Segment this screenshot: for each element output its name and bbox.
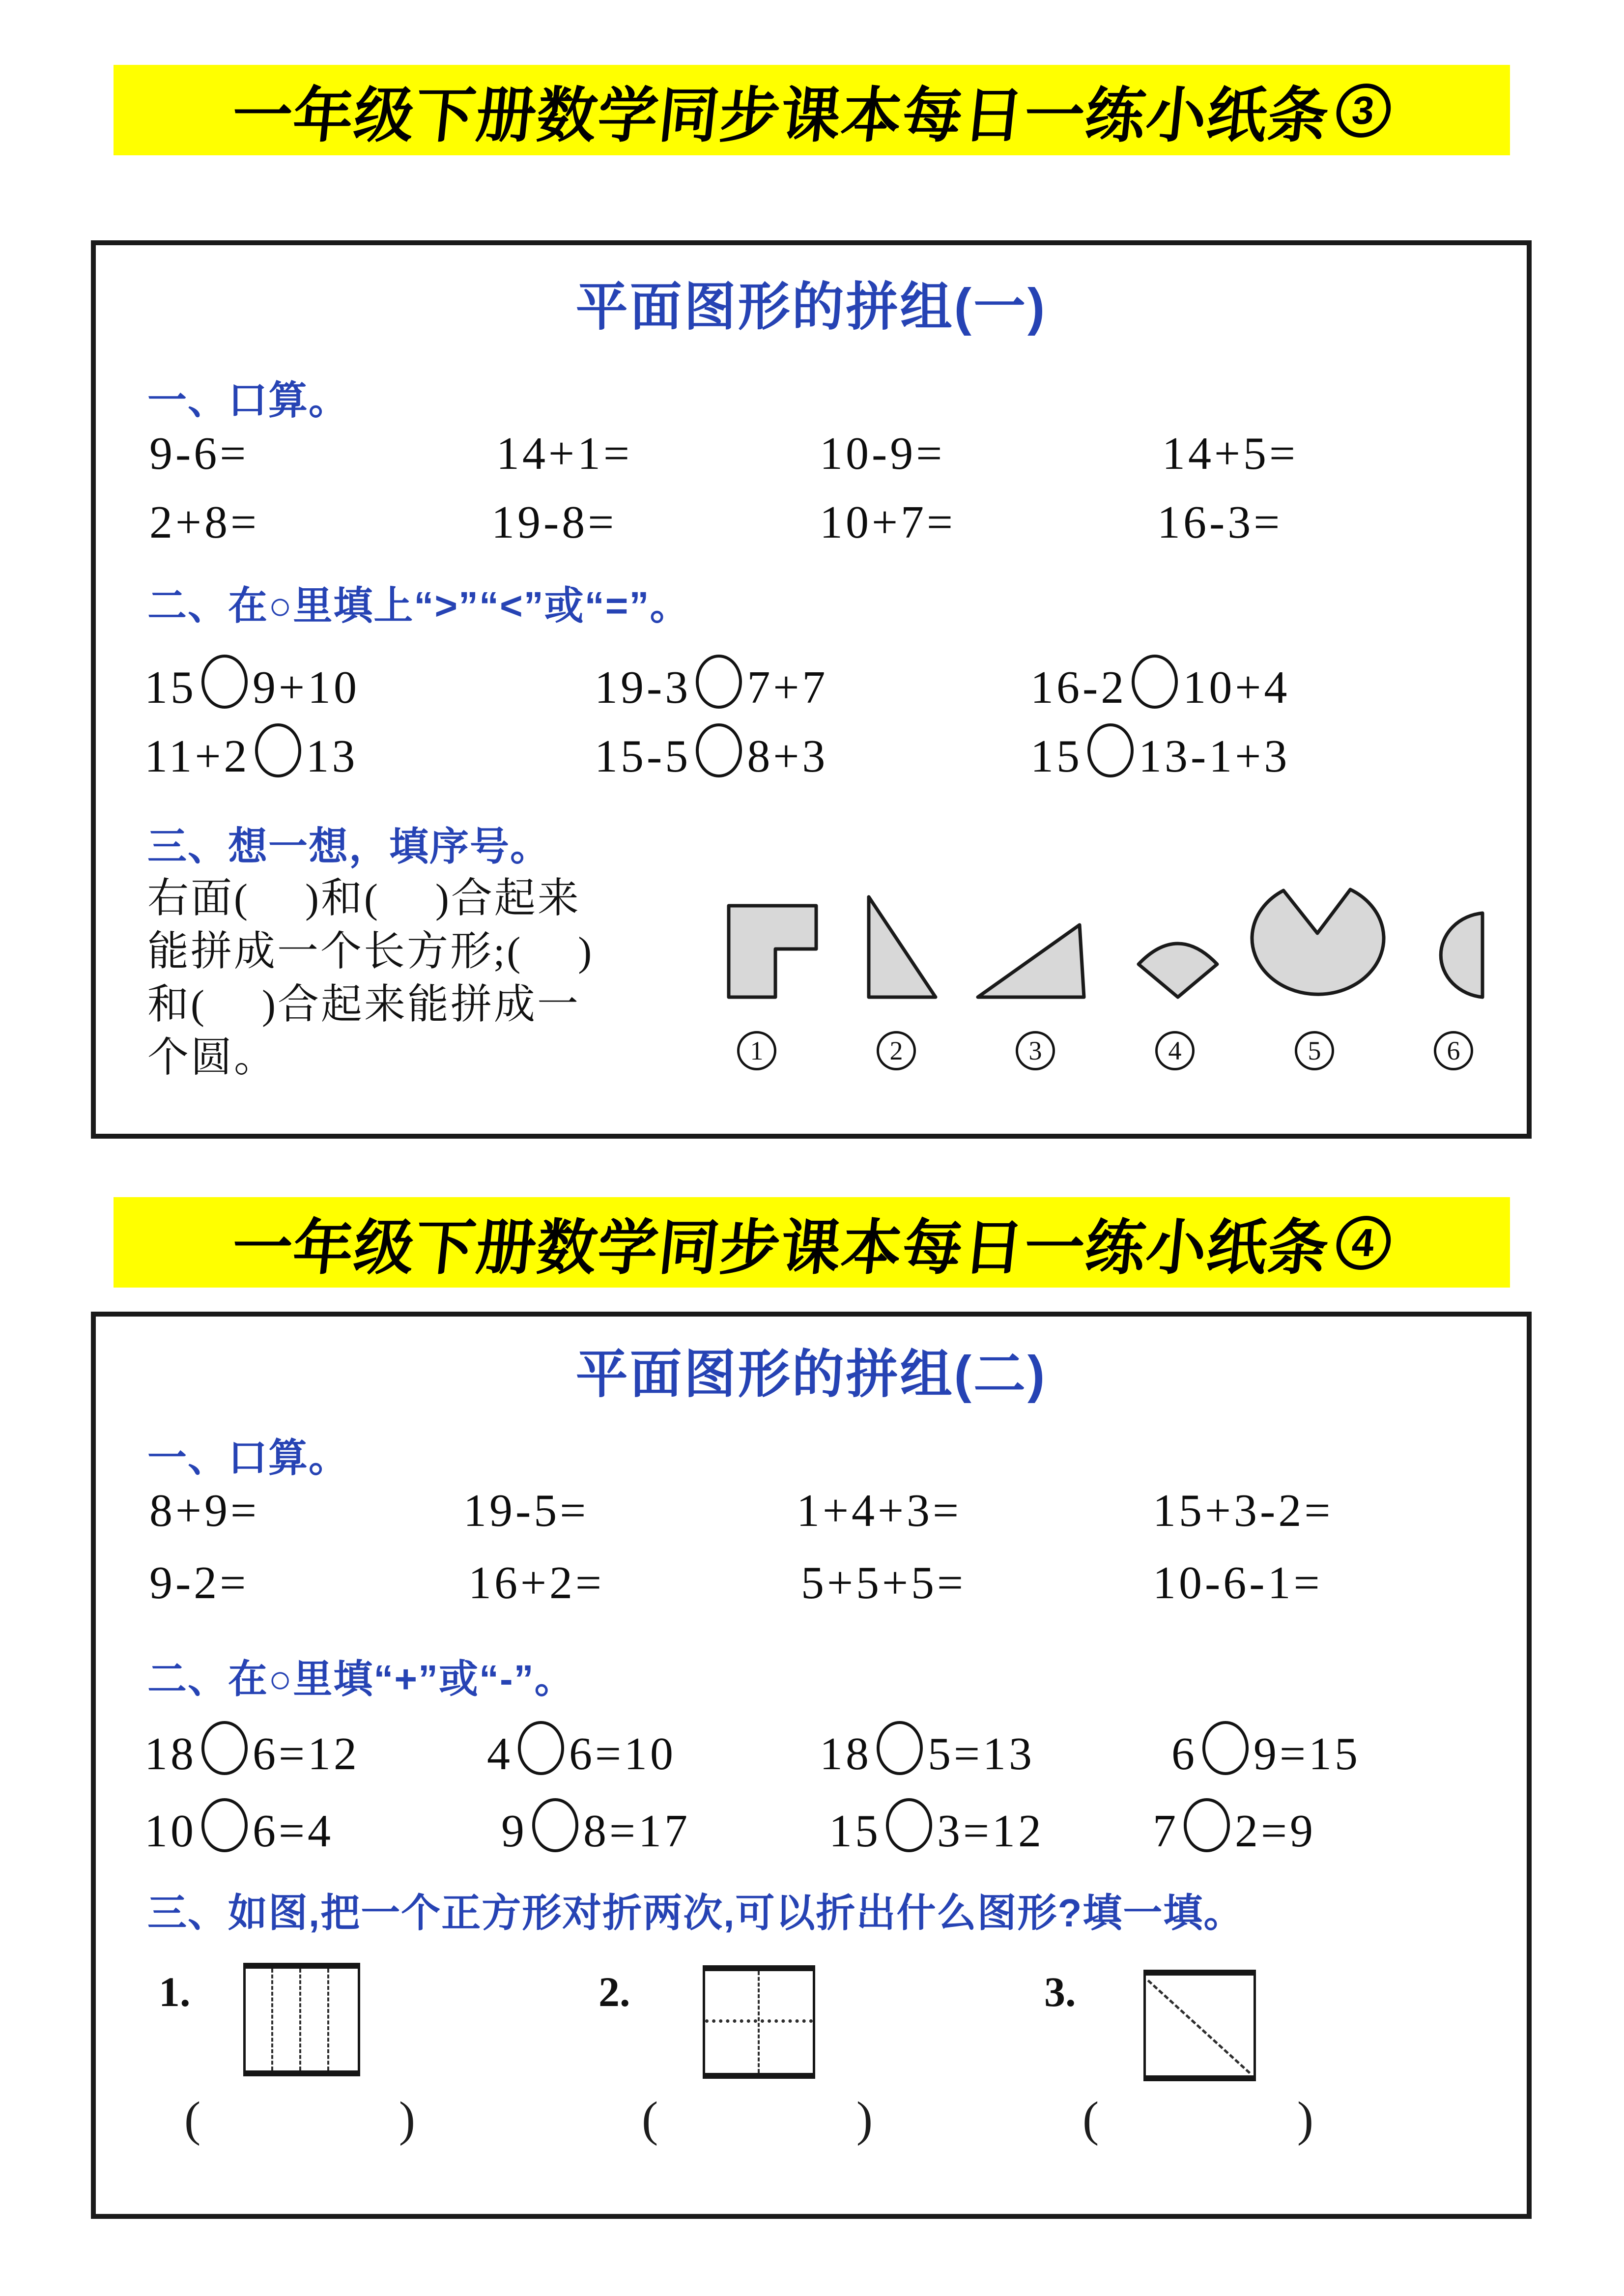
compare-right: 13-1+3 (1139, 731, 1290, 782)
paren-close: ) (399, 2092, 415, 2146)
fold-line-icon (1147, 1980, 1251, 2074)
compare-problem (144, 655, 360, 711)
fold-line-icon (327, 1969, 329, 2070)
answer-blank (184, 2092, 415, 2146)
banner-2 (114, 1197, 1510, 1288)
fill-right: 6=4 (253, 1806, 334, 1857)
l-shape-icon (729, 906, 816, 997)
oral-problem: 10-9= (820, 428, 945, 479)
fold-line-icon (299, 1969, 301, 2070)
fill-left: 4 (487, 1728, 513, 1779)
banner-1-text (228, 67, 1395, 153)
fold-line-icon (705, 2019, 813, 2023)
oral-problem: 9-6= (149, 428, 249, 479)
fold-square-diagonal (1143, 1970, 1256, 2081)
fill-left: 7 (1153, 1806, 1179, 1857)
fill-right: 5=13 (928, 1728, 1035, 1779)
answer-circle (201, 655, 248, 709)
sheet-2-heading-1: 一、口算。 (147, 1436, 349, 1480)
fill-sign-problem (501, 1798, 691, 1857)
fill-left: 18 (144, 1728, 197, 1779)
answer-circle (518, 1721, 564, 1775)
answer-circle (696, 655, 742, 709)
compare-left: 15-5 (595, 731, 691, 782)
fill-sign-problem (829, 1798, 1045, 1857)
shape-number-2: 2 (877, 1031, 916, 1070)
paren-close: ) (856, 2092, 873, 2146)
compare-problem (1030, 655, 1290, 711)
oral-problem: 1+4+3= (797, 1485, 962, 1536)
shapes-figure (717, 875, 1504, 1007)
fill-left: 9 (501, 1806, 527, 1857)
shape-number-3: 3 (1016, 1031, 1055, 1070)
circled-3-icon: 3 (1334, 83, 1394, 137)
fill-left: 6 (1171, 1728, 1197, 1779)
right-triangle-icon (869, 897, 936, 997)
answer-blank (642, 2092, 873, 2146)
banner-2-text (228, 1200, 1395, 1286)
answer-blank (1083, 2092, 1313, 2146)
oral-problem: 10+7= (820, 497, 956, 548)
fill-sign-problem (820, 1721, 1035, 1777)
compare-problem (144, 723, 358, 782)
oral-problem: 10-6-1= (1153, 1557, 1323, 1608)
paren-open: ( (1083, 2092, 1099, 2146)
paren-close: ) (1297, 2092, 1313, 2146)
sheet-1-heading-2: 二、在○里填上“>”“<”或“=”。 (147, 584, 690, 628)
answer-circle (201, 1721, 248, 1775)
fold-item-label: 3. (1044, 1968, 1076, 2015)
sheet-1-title: 平面图形的拼组(一) (575, 278, 1047, 336)
compare-right: 8+3 (747, 731, 828, 782)
sheet-2-title: 平面图形的拼组(二) (575, 1346, 1047, 1404)
fold-item-label: 1. (159, 1968, 191, 2015)
compare-problem (1030, 723, 1290, 782)
oral-problem: 19-8= (491, 497, 617, 548)
answer-circle (877, 1721, 923, 1775)
right-triangle-icon (978, 925, 1084, 997)
compare-right: 9+10 (253, 662, 360, 713)
fold-line-icon (271, 1969, 273, 2070)
compare-left: 15 (144, 662, 197, 713)
fill-right: 6=12 (253, 1728, 360, 1779)
banner-1-title: 一年级下册数学同步课本每日一练小纸条 (228, 82, 1333, 149)
answer-circle (1202, 1721, 1249, 1775)
answer-circle (886, 1798, 932, 1852)
compare-right: 7+7 (747, 662, 828, 713)
oral-problem: 2+8= (149, 497, 260, 548)
oral-problem: 16+2= (468, 1557, 605, 1608)
fill-sign-problem (1153, 1798, 1316, 1857)
prompt-line: 个圆。 (147, 1035, 278, 1081)
shape-number-4: 4 (1155, 1031, 1195, 1070)
oral-problem: 19-5= (463, 1485, 589, 1536)
fill-sign-problem (144, 1798, 334, 1857)
half-circle-icon (1441, 913, 1482, 997)
fill-right: 6=10 (569, 1728, 677, 1779)
prompt-line: 能拼成一个长方形;( ) (147, 929, 594, 975)
compare-left: 16-2 (1030, 662, 1127, 713)
banner-1 (114, 65, 1510, 155)
paren-open: ( (642, 2092, 658, 2146)
oral-problem: 8+9= (149, 1485, 260, 1536)
fold-item-label: 2. (598, 1968, 630, 2015)
sheet-1-heading-1: 一、口算。 (147, 378, 349, 422)
fill-left: 15 (829, 1806, 881, 1857)
fill-right: 8=17 (583, 1806, 691, 1857)
answer-circle (1132, 655, 1178, 709)
circled-4-icon: 4 (1334, 1215, 1394, 1269)
oral-problem: 5+5+5= (801, 1557, 967, 1608)
answer-circle (1087, 723, 1134, 777)
fill-left: 10 (144, 1806, 197, 1857)
compare-right: 13 (306, 731, 358, 782)
answer-circle (696, 723, 742, 777)
sheet-2-heading-2: 二、在○里填“+”或“-”。 (147, 1657, 575, 1701)
fill-sign-problem (487, 1721, 676, 1777)
compare-left: 11+2 (144, 731, 250, 782)
oral-problem: 15+3-2= (1153, 1485, 1334, 1536)
sector-icon (1139, 944, 1217, 997)
sheet-2-heading-3: 三、如图,把一个正方形对折两次,可以折出什么图形?填一填。 (147, 1891, 1244, 1935)
fill-right: 9=15 (1254, 1728, 1361, 1779)
answer-circle (201, 1798, 248, 1852)
fill-sign-problem (144, 1721, 360, 1777)
compare-left: 19-3 (595, 662, 691, 713)
sheet-1-heading-3: 三、想一想，填序号。 (147, 825, 550, 868)
compare-left: 15 (1030, 731, 1083, 782)
fill-right: 3=12 (937, 1806, 1045, 1857)
answer-circle (532, 1798, 578, 1852)
fold-square-cross (703, 1965, 815, 2079)
fill-right: 2=9 (1235, 1806, 1316, 1857)
oral-problem: 14+1= (496, 428, 633, 479)
fill-left: 18 (820, 1728, 872, 1779)
compare-right: 10+4 (1183, 662, 1290, 713)
prompt-line: 右面( )和( )合起来 (147, 876, 581, 921)
shape-number-1: 1 (737, 1031, 776, 1070)
shape-number-6: 6 (1434, 1031, 1473, 1070)
paren-open: ( (184, 2092, 201, 2146)
fold-square-vertical-quarters (243, 1963, 360, 2076)
compare-problem (595, 655, 828, 711)
oral-problem: 9-2= (149, 1557, 249, 1608)
answer-circle (255, 723, 301, 777)
notched-circle-icon (1252, 890, 1384, 994)
banner-2-title: 一年级下册数学同步课本每日一练小纸条 (228, 1214, 1333, 1281)
compare-problem (595, 723, 828, 782)
shape-number-5: 5 (1295, 1031, 1334, 1070)
oral-problem: 14+5= (1162, 428, 1299, 479)
answer-circle (1184, 1798, 1230, 1852)
fill-sign-problem (1171, 1721, 1361, 1777)
prompt-line: 和( )合起来能拼成一 (147, 982, 580, 1028)
oral-problem: 16-3= (1157, 497, 1283, 548)
